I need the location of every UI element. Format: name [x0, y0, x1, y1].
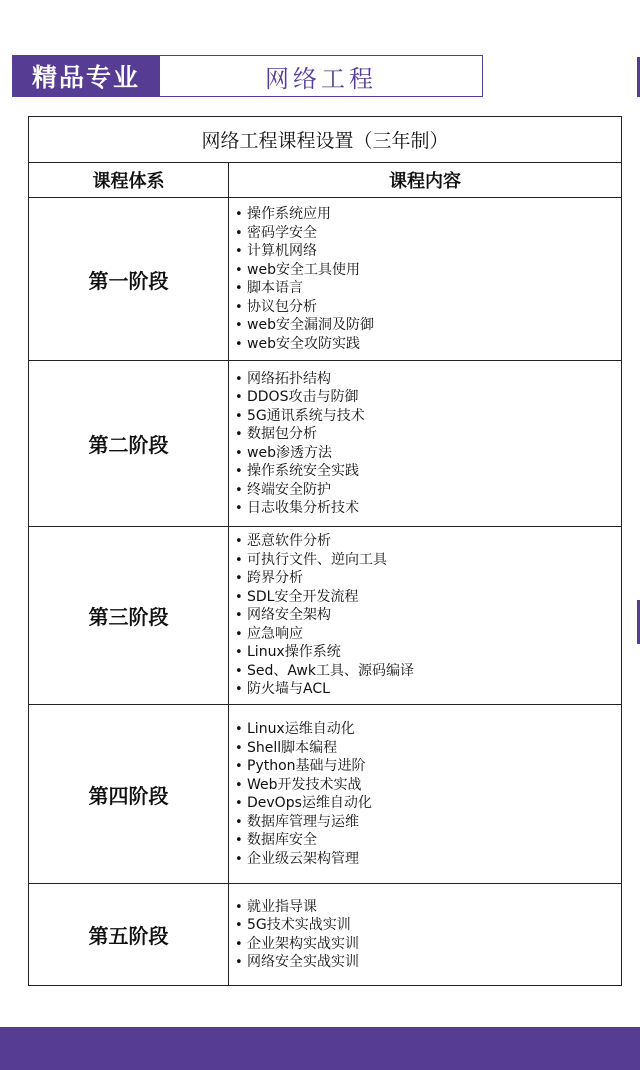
course-item-label: Web开发技术实战 [247, 776, 362, 793]
course-item-label: Sed、Awk工具、源码编译 [247, 662, 414, 679]
course-item-label: 操作系统安全实践 [247, 463, 359, 479]
course-item [235, 242, 621, 261]
course-item [235, 588, 621, 607]
column-header-system: 课程体系 [29, 163, 229, 198]
course-item [235, 370, 621, 389]
bullet-icon: • [235, 589, 243, 605]
course-list [229, 532, 621, 699]
course-item [235, 643, 621, 662]
course-item [235, 662, 621, 681]
table-header-row [29, 163, 622, 198]
course-item-label: web安全工具使用 [247, 261, 360, 278]
course-item [235, 444, 621, 463]
course-item-label: Linux操作系统 [247, 644, 341, 661]
bullet-icon: • [235, 281, 243, 296]
table-title: 网络工程课程设置（三年制） [29, 117, 622, 163]
course-item [235, 813, 621, 832]
stage-row [29, 361, 622, 527]
stage-name: 第五阶段 [29, 884, 229, 986]
bullet-icon: • [235, 552, 243, 568]
bullet-icon: • [235, 740, 243, 756]
course-item-label: web渗透方法 [247, 444, 332, 461]
course-item [235, 279, 621, 298]
course-item-label: 网络安全架构 [247, 607, 331, 624]
course-item-label: 终端安全防护 [247, 481, 331, 498]
course-list [229, 898, 621, 972]
course-item [235, 261, 621, 280]
stage-row [29, 198, 622, 361]
bullet-icon: • [235, 955, 243, 970]
course-item [235, 335, 621, 354]
course-item [235, 757, 621, 776]
course-item-label: Shell脚本编程 [247, 739, 338, 756]
course-table [28, 116, 622, 986]
course-item-label: web安全漏洞及防御 [247, 317, 374, 333]
stage-content [229, 361, 622, 527]
course-item [235, 551, 621, 570]
course-item [235, 680, 621, 699]
course-item [235, 298, 621, 317]
course-item [235, 606, 621, 625]
header-title: 网络工程 [160, 55, 483, 97]
bullet-icon: • [235, 318, 243, 333]
course-item [235, 224, 621, 243]
bullet-icon: • [235, 626, 243, 642]
course-item [235, 916, 621, 935]
course-item [235, 388, 621, 407]
course-item [235, 953, 621, 972]
course-item-label: 脚本语言 [247, 280, 303, 296]
course-item-label: SDL安全开发流程 [247, 588, 359, 605]
stage-content [229, 527, 622, 705]
stage-content [229, 884, 622, 986]
course-item [235, 481, 621, 500]
course-item-label: Python基础与进阶 [247, 758, 366, 774]
course-item [235, 316, 621, 335]
header-badge: 精品专业 [12, 55, 160, 97]
stage-row [29, 527, 622, 705]
course-item [235, 794, 621, 813]
bullet-icon: • [235, 936, 243, 952]
course-item-label: 密码学安全 [247, 224, 317, 241]
stage-row [29, 884, 622, 986]
course-item-label: 网络安全实战实训 [247, 954, 359, 970]
course-item [235, 462, 621, 481]
course-item [235, 831, 621, 850]
bullet-icon: • [235, 501, 243, 516]
course-item-label: DevOps运维自动化 [247, 795, 372, 811]
stage-name: 第三阶段 [29, 527, 229, 705]
course-item-label: web安全攻防实践 [247, 335, 360, 352]
bullet-icon: • [235, 645, 243, 661]
stage-row [29, 705, 622, 884]
course-item [235, 776, 621, 795]
course-item-label: 防火墙与ACL [247, 681, 330, 698]
course-item-label: 跨界分析 [247, 570, 303, 587]
table-title-row [29, 117, 622, 163]
course-list [229, 720, 621, 868]
course-item [235, 739, 621, 758]
stage-name: 第一阶段 [29, 198, 229, 361]
bullet-icon: • [235, 408, 243, 424]
course-item [235, 720, 621, 739]
course-item [235, 625, 621, 644]
course-list [229, 205, 621, 353]
course-item [235, 425, 621, 444]
course-item [235, 935, 621, 954]
bullet-icon: • [235, 682, 243, 698]
stage-name: 第二阶段 [29, 361, 229, 527]
course-item [235, 898, 621, 917]
course-item-label: 5G技术实战实训 [247, 917, 351, 933]
course-item-label: 数据库管理与运维 [247, 813, 359, 830]
column-header-content: 课程内容 [229, 163, 622, 198]
course-item [235, 532, 621, 551]
page-header [12, 55, 483, 97]
course-item [235, 850, 621, 869]
bullet-icon: • [235, 371, 243, 387]
bullet-icon: • [235, 262, 243, 278]
course-item-label: 应急响应 [247, 625, 303, 642]
bullet-icon: • [235, 571, 243, 587]
course-item-label: 企业级云架构管理 [247, 850, 359, 867]
course-item-label: 5G通讯系统与技术 [247, 407, 365, 424]
course-item-label: 计算机网络 [247, 243, 317, 259]
course-item-label: 恶意软件分析 [247, 533, 331, 550]
course-item-label: 网络拓扑结构 [247, 370, 331, 387]
course-item [235, 407, 621, 426]
bullet-icon: • [235, 663, 243, 679]
stage-content [229, 198, 622, 361]
bullet-icon: • [235, 445, 243, 461]
bullet-icon: • [235, 482, 243, 498]
course-item-label: Linux运维自动化 [247, 721, 355, 737]
bullet-icon: • [235, 608, 243, 624]
stage-name: 第四阶段 [29, 705, 229, 884]
course-item-label: 数据包分析 [247, 426, 317, 442]
course-list [229, 370, 621, 518]
bullet-icon: • [235, 427, 243, 442]
bullet-icon: • [235, 814, 243, 830]
course-item [235, 205, 621, 224]
course-item [235, 569, 621, 588]
bullet-icon: • [235, 464, 243, 479]
bullet-icon: • [235, 244, 243, 259]
course-item [235, 499, 621, 518]
course-item-label: 企业架构实战实训 [247, 935, 359, 952]
bullet-icon: • [235, 722, 243, 737]
footer-bar [0, 1027, 640, 1070]
bullet-icon: • [235, 390, 243, 405]
course-item-label: 日志收集分析技术 [247, 500, 359, 516]
bullet-icon: • [235, 796, 243, 811]
bullet-icon: • [235, 833, 243, 848]
bullet-icon: • [235, 851, 243, 867]
bullet-icon: • [235, 336, 243, 352]
bullet-icon: • [235, 759, 243, 774]
course-item-label: 就业指导课 [247, 898, 317, 915]
bullet-icon: • [235, 534, 243, 550]
bullet-icon: • [235, 207, 243, 222]
course-item-label: 可执行文件、逆向工具 [247, 551, 387, 568]
bullet-icon: • [235, 777, 243, 793]
course-item-label: 协议包分析 [247, 298, 317, 315]
bullet-icon: • [235, 299, 243, 315]
course-item-label: 操作系统应用 [247, 206, 331, 222]
bullet-icon: • [235, 225, 243, 241]
bullet-icon: • [235, 918, 243, 933]
stage-content [229, 705, 622, 884]
bullet-icon: • [235, 899, 243, 915]
course-item-label: 数据库安全 [247, 832, 317, 848]
course-item-label: DDOS攻击与防御 [247, 389, 359, 405]
